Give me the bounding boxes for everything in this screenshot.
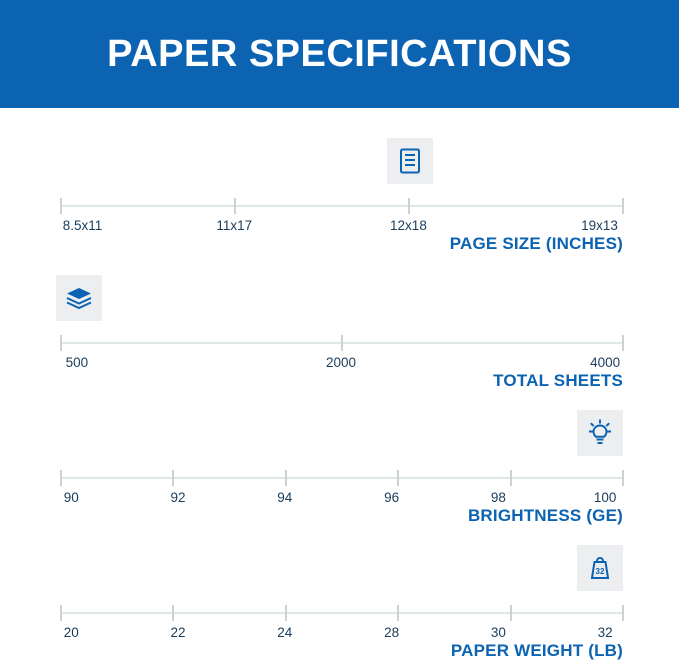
marker-total-sheets [56,275,102,321]
scale-track [60,205,622,207]
scale-tick [172,470,174,486]
scale-tick [622,605,624,621]
weight-icon [586,554,614,582]
scale-tick [397,605,399,621]
scale-tick-label: 32 [597,625,613,640]
scale-page-size [60,205,622,233]
scale-track [60,477,622,479]
scale-tick [408,198,410,214]
scale-tick [234,198,236,214]
scale-tick [397,470,399,486]
scale-tick [341,335,343,351]
page-title: PAPER SPECIFICATIONS [107,33,572,75]
scale-tick-label: 11x17 [216,218,253,233]
scale-tick [510,470,512,486]
scale-tick [60,605,62,621]
lightbulb-icon [587,419,613,447]
scale-tick-label: 100 [593,490,617,505]
marker-paper-weight [577,545,623,591]
scale-track [60,612,622,614]
scale-tick-label: 94 [277,490,293,505]
scale-tick [285,605,287,621]
scale-tick [622,198,624,214]
axis-label-page-size: PAGE SIZE (INCHES) [449,234,623,253]
axis-label-brightness: BRIGHTNESS (GE) [467,506,623,525]
scale-tick-label: 96 [384,490,400,505]
header-banner [0,0,679,108]
scale-tick-label: 92 [170,490,186,505]
scale-tick [622,335,624,351]
scale-tick-label: 98 [490,490,506,505]
scale-paper-weight [60,612,622,640]
scale-tick-label: 24 [277,625,293,640]
scale-total-sheets [60,342,622,370]
scale-tick-label: 28 [384,625,400,640]
scale-tick-label: 90 [63,490,79,505]
svg-text:32: 32 [595,567,605,576]
scale-tick [172,605,174,621]
scale-tick-label: 500 [65,355,89,370]
scale-brightness [60,477,622,505]
scale-tick [622,470,624,486]
scale-tick-label: 20 [63,625,79,640]
scale-tick-label: 30 [490,625,506,640]
scale-tick [60,335,62,351]
scale-tick-label: 12x18 [390,218,427,233]
axis-label-paper-weight: PAPER WEIGHT (LB) [450,641,623,660]
marker-brightness [577,410,623,456]
scale-tick-label: 22 [170,625,186,640]
scale-tick-label: 2000 [325,355,357,370]
scale-tick [60,470,62,486]
scale-tick-label: 4000 [590,355,621,370]
scale-tick [60,198,62,214]
scale-tick-label: 19x13 [581,218,618,233]
scale-tick-label: 8.5x11 [62,218,103,233]
marker-page-size [387,138,433,184]
axis-label-total-sheets: TOTAL SHEETS [493,371,623,390]
document-icon [399,148,421,174]
scale-tick [285,470,287,486]
scale-tick [510,605,512,621]
stack-icon [65,286,93,310]
